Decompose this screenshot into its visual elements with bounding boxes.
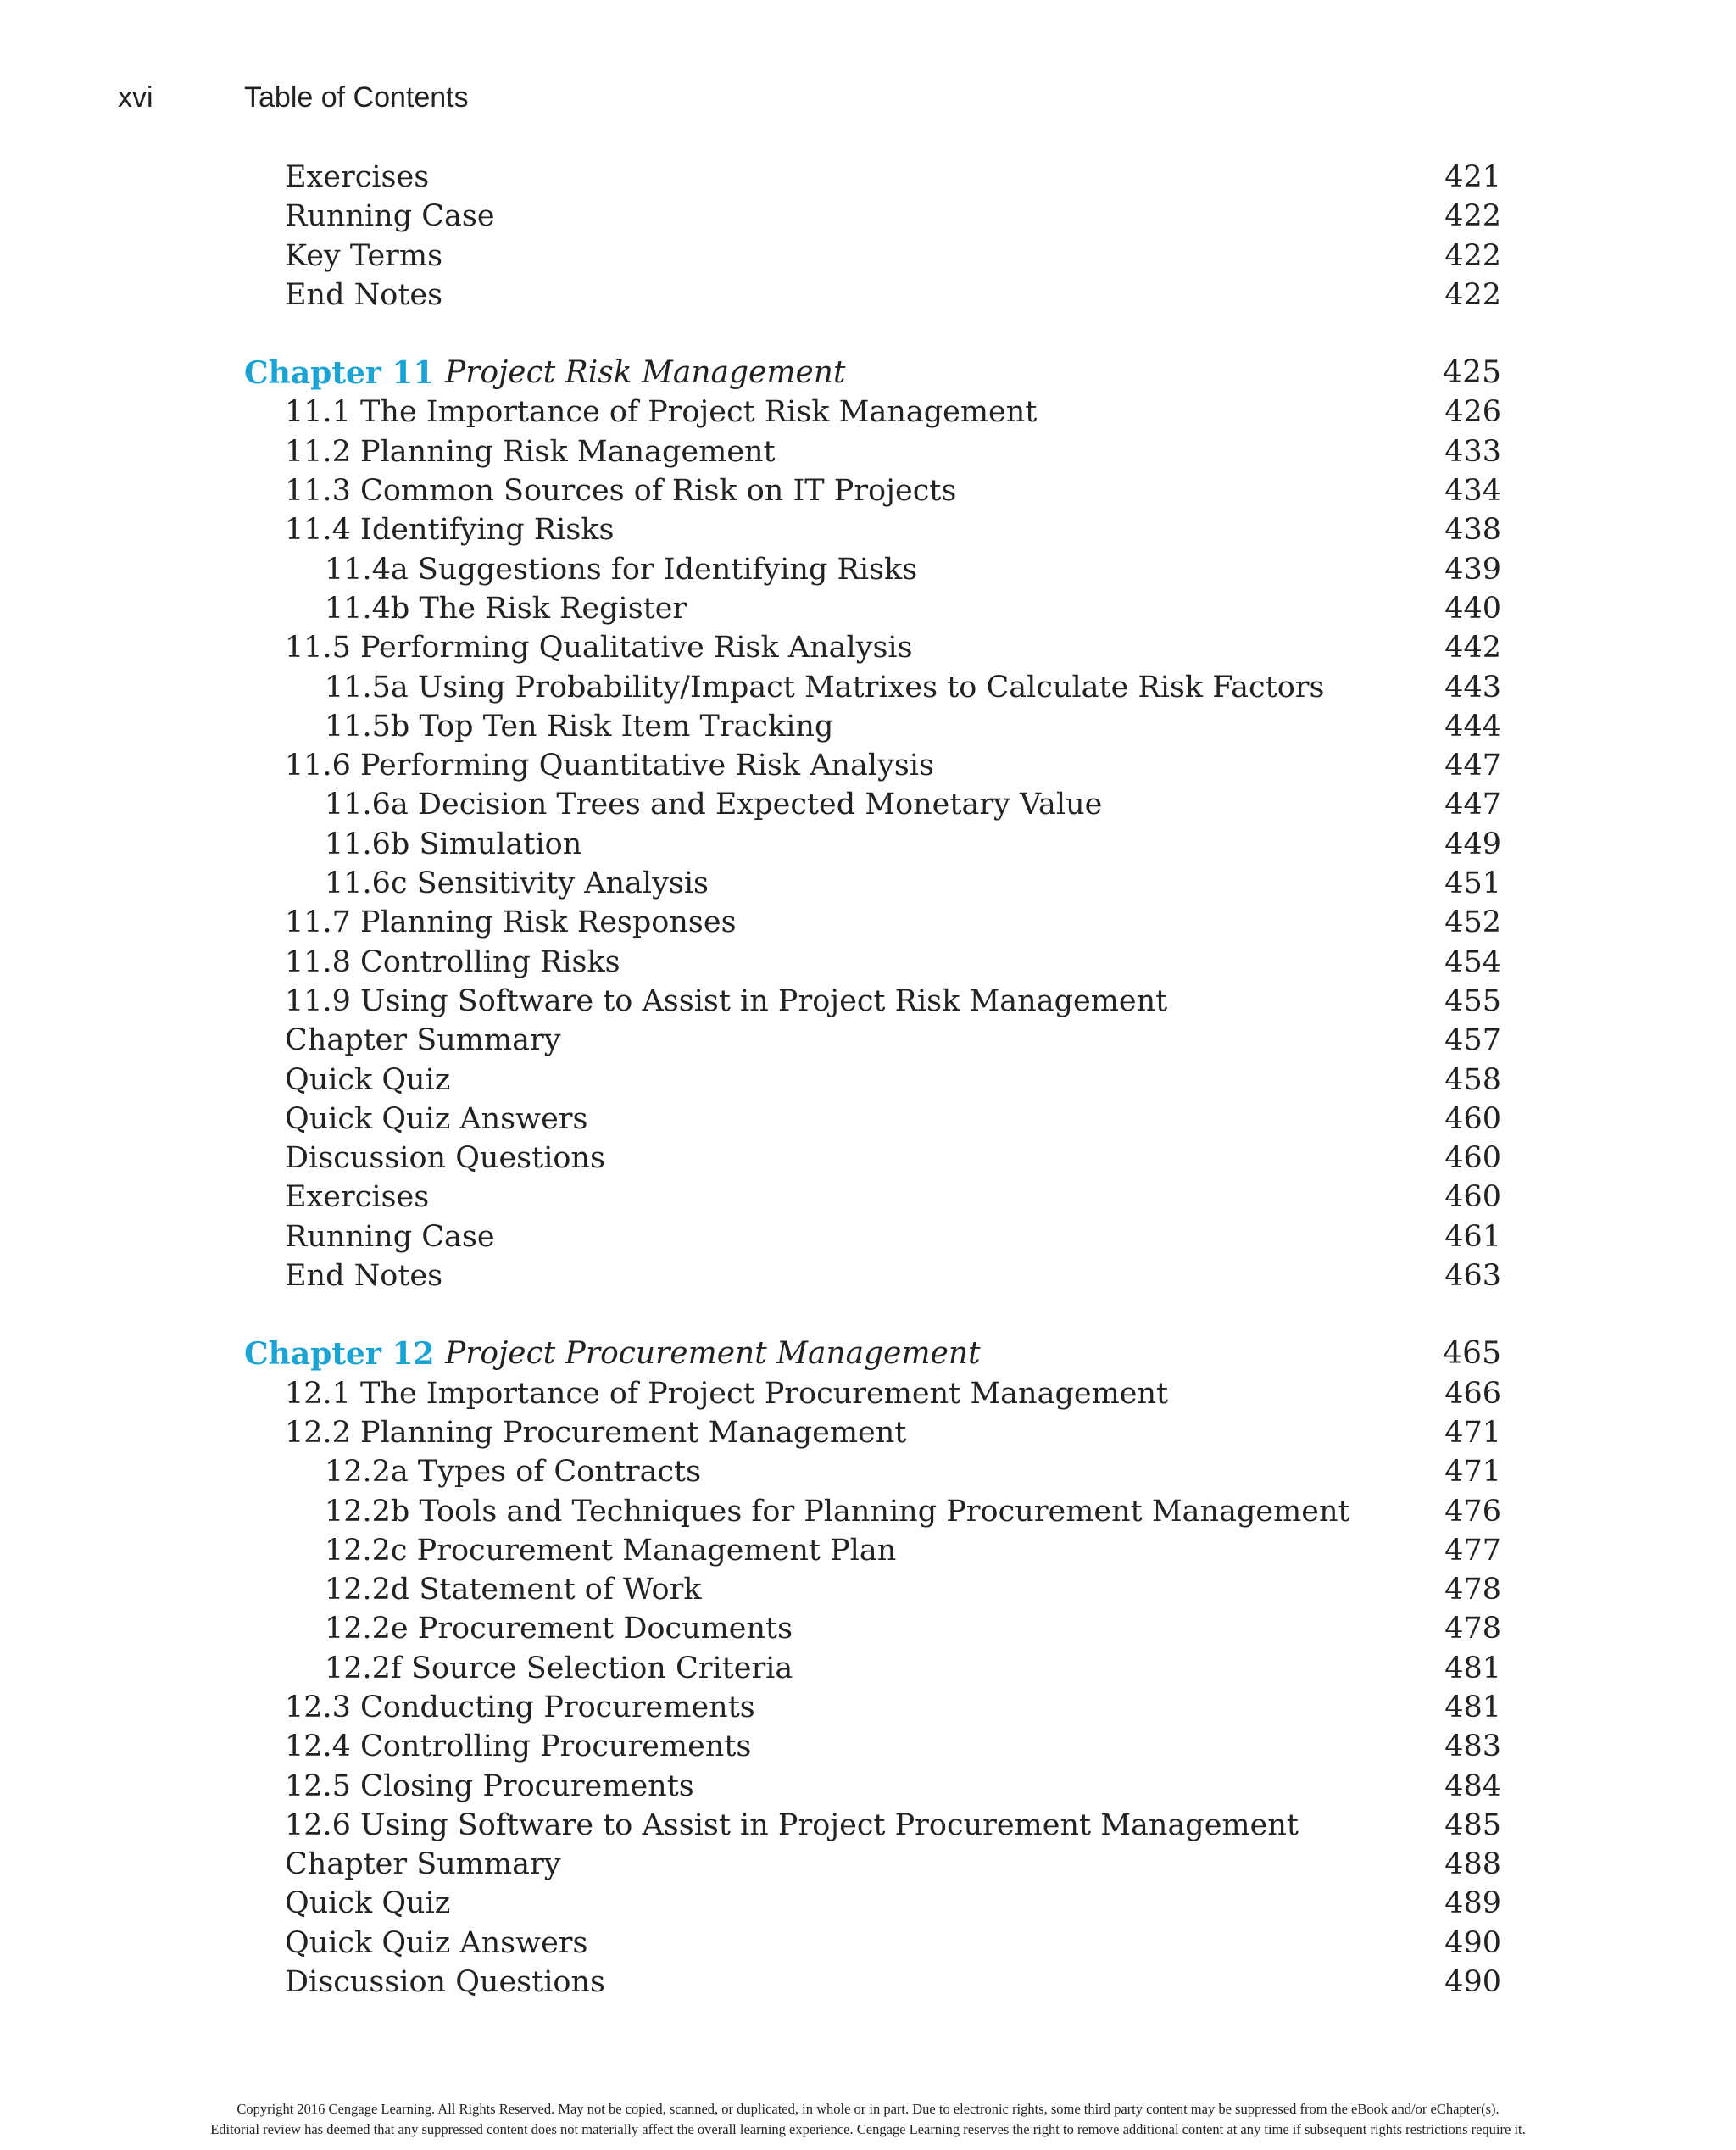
toc-entry-page: 455 [1444, 983, 1501, 1018]
chapter-heading[interactable] [0, 1334, 1736, 1373]
toc-entry-page: 481 [1444, 1690, 1501, 1724]
toc-entry-label: 11.6c Sensitivity Analysis [325, 866, 709, 901]
toc-entry-label: End Notes [285, 1259, 443, 1294]
toc-entry-page: 447 [1444, 749, 1501, 783]
chapter-number: Chapter 12 [244, 1336, 435, 1373]
toc-entry-page: 444 [1444, 709, 1501, 744]
toc-entry-page: 460 [1444, 1101, 1501, 1136]
toc-entry[interactable] [0, 1374, 1736, 1413]
copyright-footer [0, 2099, 1736, 2140]
toc-entry[interactable] [0, 1727, 1736, 1766]
toc-entry-page: 466 [1444, 1376, 1501, 1411]
toc-entry[interactable] [0, 1688, 1736, 1727]
toc-entry[interactable] [0, 1963, 1736, 2002]
chapter-page: 425 [1443, 355, 1501, 391]
toc-entry-page: 463 [1444, 1259, 1501, 1294]
toc-entry[interactable] [0, 1845, 1736, 1884]
toc-entry-page: 422 [1444, 277, 1501, 312]
toc-entry-label: 12.2 Planning Procurement Management [285, 1415, 907, 1450]
page-title: Table of Contents [244, 81, 469, 114]
toc-entry-page: 461 [1444, 1219, 1501, 1254]
toc-entry-label: Running Case [285, 199, 495, 234]
toc-entry[interactable] [0, 825, 1736, 864]
chapter-number: Chapter 11 [244, 355, 435, 392]
toc-entry-page: 471 [1444, 1455, 1501, 1490]
toc-entry[interactable] [0, 785, 1736, 824]
toc-entry[interactable] [0, 510, 1736, 549]
toc-entry-label: 12.4 Controlling Procurements [285, 1729, 752, 1764]
toc-entry-page: 484 [1444, 1768, 1501, 1803]
toc-entry-page: 481 [1444, 1651, 1501, 1685]
toc-entry[interactable] [0, 668, 1736, 707]
toc-entry-page: 483 [1444, 1729, 1501, 1764]
toc-entry[interactable] [0, 1452, 1736, 1491]
toc-entry-page: 451 [1444, 866, 1501, 901]
table-of-contents [0, 158, 1736, 2002]
toc-entry-label: 11.7 Planning Risk Responses [285, 905, 737, 940]
toc-entry[interactable] [0, 1256, 1736, 1295]
toc-entry-label: 12.2f Source Selection Criteria [325, 1651, 793, 1685]
toc-entry-page: 477 [1444, 1533, 1501, 1568]
toc-entry-page: 422 [1444, 199, 1501, 234]
toc-entry-label: Chapter Summary [285, 1023, 561, 1058]
toc-entry[interactable] [0, 1413, 1736, 1452]
toc-entry[interactable] [0, 1217, 1736, 1256]
toc-entry-page: 485 [1444, 1807, 1501, 1842]
toc-entry-page: 478 [1444, 1573, 1501, 1607]
toc-entry[interactable] [0, 1178, 1736, 1217]
toc-entry-label: Exercises [285, 160, 430, 194]
toc-entry[interactable] [0, 471, 1736, 510]
toc-entry-label: 11.6 Performing Quantitative Risk Analysis [285, 749, 935, 783]
toc-entry-page: 460 [1444, 1180, 1501, 1215]
toc-entry-label: 12.2c Procurement Management Plan [325, 1533, 897, 1568]
toc-entry[interactable] [0, 1100, 1736, 1139]
toc-entry-label: 11.5b Top Ten Risk Item Tracking [325, 709, 834, 744]
toc-entry-page: 442 [1444, 631, 1501, 666]
toc-entry[interactable] [0, 432, 1736, 471]
toc-entry-label: 12.2a Types of Contracts [325, 1455, 702, 1490]
toc-entry[interactable] [0, 943, 1736, 982]
toc-entry[interactable] [0, 1924, 1736, 1963]
toc-entry-label: 11.6b Simulation [325, 827, 582, 861]
toc-entry-label: 12.3 Conducting Procurements [285, 1690, 755, 1724]
toc-entry[interactable] [0, 393, 1736, 432]
toc-entry[interactable] [0, 589, 1736, 628]
toc-entry[interactable] [0, 628, 1736, 667]
toc-entry-label: Exercises [285, 1180, 430, 1215]
toc-entry-label: 12.2b Tools and Techniques for Planning Procurement Management [325, 1494, 1350, 1529]
toc-entry-page: 452 [1444, 905, 1501, 940]
toc-entry-page: 478 [1444, 1612, 1501, 1646]
toc-entry-page: 471 [1444, 1415, 1501, 1450]
toc-entry[interactable] [0, 746, 1736, 785]
toc-entry[interactable] [0, 1649, 1736, 1688]
toc-entry[interactable] [0, 1609, 1736, 1648]
toc-entry-label: 11.5 Performing Qualitative Risk Analysis [285, 631, 913, 666]
toc-entry-page: 449 [1444, 827, 1501, 861]
toc-entry[interactable] [0, 1021, 1736, 1060]
toc-entry-label: 11.9 Using Software to Assist in Project Risk Management [285, 983, 1168, 1018]
toc-entry-label: 11.4a Suggestions for Identifying Risks [325, 552, 918, 587]
toc-entry-page: 458 [1444, 1062, 1501, 1097]
toc-entry-label: 12.2d Statement of Work [325, 1573, 702, 1607]
toc-entry-page: 440 [1444, 591, 1501, 626]
toc-entry-label: End Notes [285, 277, 443, 312]
copyright-line-2: Editorial review has deemed that any suppressed content does not materially affect the overall learning experience. Cengage Learning reserves the right to remove additional content at any time if subsequent rights restrictions require it. [210, 2121, 1526, 2137]
page-number: xvi [118, 81, 153, 114]
toc-entry-label: Quick Quiz Answers [285, 1101, 588, 1136]
toc-entry-label: Discussion Questions [285, 1965, 605, 2000]
toc-entry-label: 11.5a Using Probability/Impact Matrixes to Calculate Risk Factors [325, 670, 1325, 705]
toc-entry-page: 476 [1444, 1494, 1501, 1529]
toc-entry[interactable] [0, 1531, 1736, 1570]
toc-entry[interactable] [0, 903, 1736, 942]
toc-entry-label: 12.6 Using Software to Assist in Project Procurement Management [285, 1807, 1299, 1842]
toc-entry[interactable] [0, 1767, 1736, 1806]
toc-entry-label: 12.5 Closing Procurements [285, 1768, 694, 1803]
toc-entry-page: 433 [1444, 434, 1501, 469]
toc-entry[interactable] [0, 1884, 1736, 1923]
toc-entry-label: 12.2e Procurement Documents [325, 1612, 793, 1646]
toc-entry-page: 490 [1444, 1965, 1501, 2000]
toc-entry[interactable] [0, 864, 1736, 903]
toc-entry[interactable] [0, 1061, 1736, 1100]
toc-entry-page: 454 [1444, 944, 1501, 979]
toc-entry-label: 11.4b The Risk Register [325, 591, 687, 626]
toc-entry-label: Quick Quiz [285, 1062, 451, 1097]
toc-entry-label: 11.4 Identifying Risks [285, 513, 615, 548]
toc-entry-label: Chapter Summary [285, 1847, 561, 1882]
toc-entry[interactable] [0, 237, 1736, 276]
toc-entry-page: 439 [1444, 552, 1501, 587]
chapter-title: Project Risk Management [445, 355, 846, 391]
toc-entry-page: 489 [1444, 1886, 1501, 1921]
copyright-line-1: Copyright 2016 Cengage Learning. All Rights Reserved. May not be copied, scanned, or duplicated, in whole or in part. Due to electronic rights, some third party content may be suppressed from the eBook and/or eChapter(s). [236, 2101, 1500, 2117]
toc-entry-label: 12.1 The Importance of Project Procurement Management [285, 1376, 1169, 1411]
toc-entry-label: Running Case [285, 1219, 495, 1254]
toc-entry-page: 421 [1444, 160, 1501, 194]
toc-entry-page: 443 [1444, 670, 1501, 705]
running-head [0, 81, 1736, 124]
toc-entry-page: 426 [1444, 395, 1501, 430]
toc-entry[interactable] [0, 1570, 1736, 1609]
toc-entry-label: 11.3 Common Sources of Risk on IT Projects [285, 474, 957, 509]
toc-entry-page: 488 [1444, 1847, 1501, 1882]
toc-entry-label: 11.2 Planning Risk Management [285, 434, 776, 469]
chapter-heading[interactable] [0, 354, 1736, 393]
toc-entry-page: 490 [1444, 1925, 1501, 1960]
toc-entry-label: 11.6a Decision Trees and Expected Monetary Value [325, 788, 1103, 822]
chapter-page: 465 [1443, 1336, 1501, 1372]
toc-entry[interactable] [0, 707, 1736, 746]
toc-entry-page: 447 [1444, 788, 1501, 822]
toc-entry-label: Quick Quiz [285, 1886, 451, 1921]
toc-entry[interactable] [0, 276, 1736, 315]
toc-entry-label: Key Terms [285, 238, 443, 273]
toc-entry-page: 438 [1444, 513, 1501, 548]
toc-entry-page: 460 [1444, 1141, 1501, 1176]
toc-entry[interactable] [0, 1806, 1736, 1845]
toc-entry-label: Discussion Questions [285, 1141, 605, 1176]
toc-entry[interactable] [0, 158, 1736, 197]
toc-entry-label: Quick Quiz Answers [285, 1925, 588, 1960]
toc-entry[interactable] [0, 982, 1736, 1021]
toc-entry-page: 422 [1444, 238, 1501, 273]
toc-entry[interactable] [0, 1492, 1736, 1531]
chapter-title: Project Procurement Management [445, 1336, 981, 1372]
toc-entry-label: 11.1 The Importance of Project Risk Management [285, 395, 1038, 430]
toc-entry[interactable] [0, 1139, 1736, 1178]
toc-entry-label: 11.8 Controlling Risks [285, 944, 620, 979]
toc-entry[interactable] [0, 550, 1736, 589]
toc-entry[interactable] [0, 197, 1736, 236]
toc-entry-page: 434 [1444, 474, 1501, 509]
toc-entry-page: 457 [1444, 1023, 1501, 1058]
